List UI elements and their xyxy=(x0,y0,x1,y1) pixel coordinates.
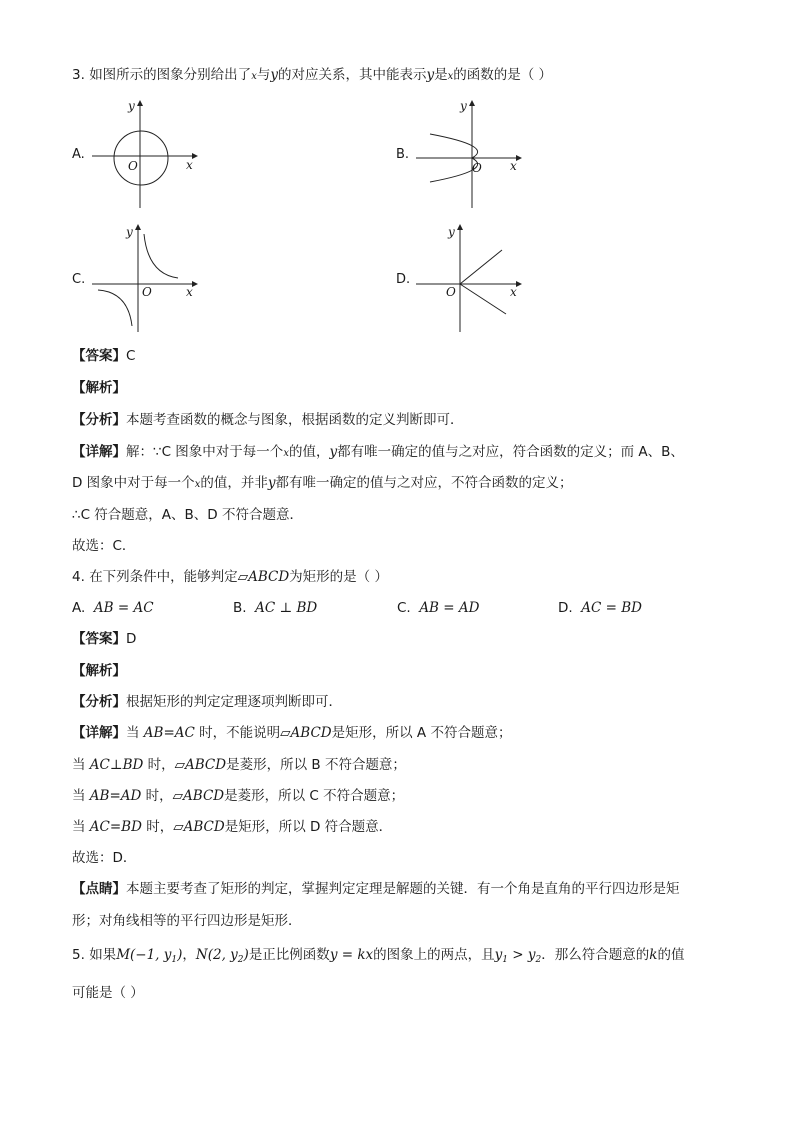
q4-choose: 故选：D． xyxy=(72,850,137,866)
graph-b-parabola xyxy=(412,98,532,210)
q4-option-a[interactable]: A. AB = AC xyxy=(72,600,154,616)
q5-stem: 5. 如果M(−1, $y_1$)，N(2, $y_2$)是正比例函数y = kx的图象上的两点，且$y_1 > y_2$．那么符合题意的k的值 xyxy=(72,947,685,965)
q4-option-b[interactable]: B. AC ⊥ BD xyxy=(233,600,318,616)
q4-option-c[interactable]: C. AB = AD xyxy=(397,600,480,616)
q4-xiangjie-2: 当 AC⊥BD 时，▱ABCD是菱形，所以 B 不符合题意； xyxy=(72,757,406,773)
q4-stem: 4. 在下列条件中，能够判定▱ABCD为矩形的是（ ） xyxy=(72,569,388,585)
q3-answer: 【答案】C xyxy=(72,348,136,364)
svg-text:O: O xyxy=(472,161,482,175)
graph-c-hyperbola xyxy=(88,222,208,334)
q4-number: 4. xyxy=(72,569,85,585)
graph-c-label: C. xyxy=(72,272,86,287)
q3-fenxi: 【分析】本题考查函数的概念与图象，根据函数的定义判断即可． xyxy=(72,412,464,428)
svg-text:x: x xyxy=(510,285,517,299)
graph-b-label: B. xyxy=(396,147,410,162)
q3-xiangjie-3: ∴C 符合题意，A、B、D 不符合题意． xyxy=(72,507,303,523)
q5-number: 5. xyxy=(72,947,85,963)
graph-a-circle xyxy=(88,98,208,210)
graph-d-label: D. xyxy=(396,272,411,287)
svg-text:O: O xyxy=(142,285,152,299)
graph-a-label: A. xyxy=(72,147,85,162)
svg-text:O: O xyxy=(128,159,138,173)
q4-option-d[interactable]: D. AC = BD xyxy=(558,600,642,616)
svg-text:y: y xyxy=(128,99,135,113)
svg-text:x: x xyxy=(510,159,517,173)
q4-answer: 【答案】D xyxy=(72,631,137,647)
q3-xiangjie-1: 【详解】解：∵C 图象中对于每一个x的值，y都有唯一确定的值与之对应，符合函数的定义；而 A、B、 xyxy=(72,444,684,460)
q3-analysis-heading: 【解析】 xyxy=(72,380,126,396)
q4-analysis-heading: 【解析】 xyxy=(72,663,126,679)
q3-number: 3. xyxy=(72,67,85,83)
svg-text:x: x xyxy=(186,285,193,299)
q4-dianjing-1: 【点睛】本题主要考查了矩形的判定，掌握判定定理是解题的关键．有一个角是直角的平行四边形是矩 xyxy=(72,881,680,897)
svg-text:y: y xyxy=(126,225,133,239)
q5-stem-line2: 可能是（ ） xyxy=(72,985,144,1001)
q3-xiangjie-2: D 图象中对于每一个x的值，并非y都有唯一确定的值与之对应，不符合函数的定义； xyxy=(72,475,573,491)
svg-text:y: y xyxy=(448,225,455,239)
q3-stem: 3. 如图所示的图象分别给出了x与y的对应关系，其中能表示y是x的函数的是（ ） xyxy=(72,67,553,83)
svg-text:x: x xyxy=(186,158,193,172)
q4-xiangjie-1: 【详解】当 AB=AC 时，不能说明▱ABCD是矩形，所以 A 不符合题意； xyxy=(72,725,512,741)
svg-text:O: O xyxy=(446,285,456,299)
q3-choose: 故选：C． xyxy=(72,538,136,554)
q4-xiangjie-3: 当 AB=AD 时，▱ABCD是菱形，所以 C 不符合题意； xyxy=(72,788,405,804)
q4-options xyxy=(72,599,672,617)
q4-dianjing-2: 形；对角线相等的平行四边形是矩形． xyxy=(72,913,302,929)
q4-fenxi: 【分析】根据矩形的判定定理逐项判断即可． xyxy=(72,694,342,710)
graph-d-rays xyxy=(412,222,532,334)
q4-xiangjie-4: 当 AC=BD 时，▱ABCD是矩形，所以 D 符合题意． xyxy=(72,819,393,835)
svg-text:y: y xyxy=(460,99,467,113)
